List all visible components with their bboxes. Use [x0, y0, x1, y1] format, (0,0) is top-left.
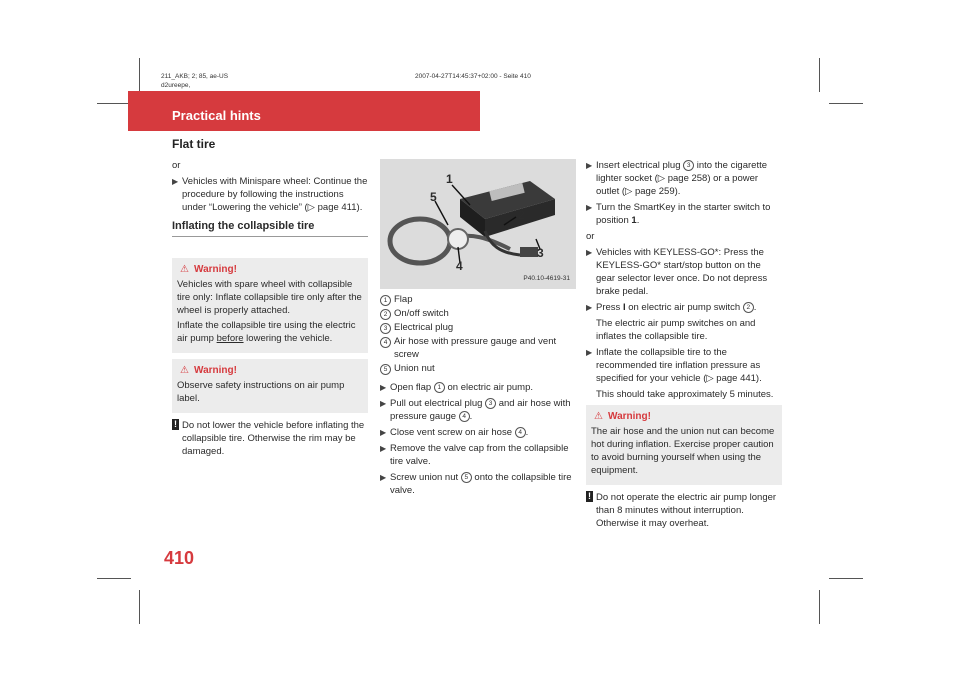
number-badge: 3: [683, 160, 694, 171]
warning-triangle-icon: ⚠: [594, 411, 603, 422]
arrow-right-icon: ▶: [586, 348, 593, 357]
warning-triangle-icon: ⚠: [180, 365, 189, 376]
print-metadata-right: 2007-04-27T14:45:37+02:00 - Seite 410: [415, 73, 531, 80]
warning-triangle-icon: ⚠: [180, 264, 189, 275]
crop-mark: [819, 58, 820, 92]
step-item: ▶ Remove the valve cap from the collapsible tire valve.: [380, 443, 569, 467]
legend-text: Flap: [394, 294, 413, 305]
number-badge: 1: [380, 295, 391, 306]
arrow-right-icon: ▶: [586, 248, 593, 257]
step-result: The electric air pump switches on and inflates the collapsible tire.: [596, 318, 756, 342]
callout-1: 1: [446, 172, 453, 186]
warning-title-text: Warning!: [194, 264, 237, 275]
step-item: ▶ Pull out electrical plug 3 and air hose with pressure gauge 4 .: [380, 398, 571, 422]
air-pump-figure: [380, 159, 576, 289]
column-3: [586, 159, 782, 533]
number-badge: 4: [380, 337, 391, 348]
warning-body: Observe safety instructions on air pump label.: [177, 380, 345, 404]
warning-title: [591, 410, 777, 423]
number-badge: 5: [380, 364, 391, 375]
section-title: Practical hints: [172, 108, 261, 123]
column-1: [172, 159, 368, 239]
legend-text: Electrical plug: [394, 322, 454, 333]
number-badge: 2: [380, 309, 391, 320]
crop-mark: [139, 58, 140, 92]
step-item: ▶ Inflate the collapsible tire to the recommended tire inflation pressure as specified for your vehicle (▷ page 441).: [586, 347, 762, 384]
warning-body: [177, 319, 363, 345]
note-text: Do not operate the electric air pump longer than 8 minutes without interruption. Otherwise it may overheat.: [596, 492, 777, 529]
legend-item: [380, 335, 576, 361]
number-badge: 3: [380, 323, 391, 334]
warning-emphasis: before: [216, 333, 244, 344]
air-pump-illustration: [380, 159, 576, 289]
exclamation-icon: !: [174, 419, 177, 429]
figure-code: P40.10-4619-31: [523, 275, 570, 282]
warning-box: [586, 405, 782, 485]
note-item: [172, 419, 368, 458]
callout-2: 2: [518, 208, 525, 222]
crop-mark: [829, 103, 863, 104]
crop-mark: [97, 103, 131, 104]
number-badge: 3: [485, 398, 496, 409]
callout-3: 3: [537, 246, 544, 260]
number-badge: 2: [743, 302, 754, 313]
legend-item: [380, 307, 576, 320]
arrow-right-icon: ▶: [172, 177, 179, 186]
warnings-column: [172, 254, 368, 461]
arrow-right-icon: ▶: [380, 444, 387, 453]
warning-body: Vehicles with spare wheel with collapsible tire only: Inflate collapsible tire only after the wheel is properly attached.: [177, 279, 362, 316]
note-item: [586, 491, 782, 530]
crop-mark: [139, 590, 140, 624]
warning-title: [177, 364, 363, 377]
step-text: Vehicles with Minispare wheel: Continue the procedure by following the instructions under “Lowering the vehicle” (▷ page 411).: [182, 176, 368, 213]
number-badge: 4: [459, 411, 470, 422]
step-item: ▶ Vehicles with KEYLESS-GO*: Press the KEYLESS-GO* start/stop button on the gear selector lever once. Do not depress brake pedal.: [586, 247, 768, 297]
step-item: ▶ Turn the SmartKey in the starter switch to position 1.: [586, 202, 771, 226]
step-item: ▶ Screw union nut 5 onto the collapsible tire valve.: [380, 472, 572, 496]
number-badge: 4: [515, 427, 526, 438]
legend-text: Union nut: [394, 363, 435, 374]
or-text: or: [586, 231, 595, 242]
warning-title: [177, 263, 363, 276]
step-result: This should take approximately 5 minutes.: [596, 389, 774, 400]
page-number: 410: [163, 548, 194, 568]
legend-text: On/off switch: [394, 308, 449, 319]
number-badge: 1: [434, 382, 445, 393]
arrow-right-icon: ▶: [586, 203, 593, 212]
crop-mark: [819, 590, 820, 624]
arrow-right-icon: ▶: [380, 473, 387, 482]
legend-item: [380, 293, 576, 306]
column-2: [380, 159, 576, 500]
legend-item: [380, 362, 576, 375]
arrow-right-icon: ▶: [380, 383, 387, 392]
arrow-right-icon: ▶: [380, 399, 387, 408]
arrow-right-icon: ▶: [586, 161, 593, 170]
legend-item: [380, 321, 576, 334]
step-item: [172, 175, 368, 214]
warning-box: [172, 359, 368, 413]
warning-title-text: Warning!: [194, 365, 237, 376]
number-badge: 5: [461, 472, 472, 483]
warning-title-text: Warning!: [608, 411, 651, 422]
subsection-title: Flat tire: [172, 137, 216, 151]
or-text: or: [172, 160, 181, 171]
print-metadata: [161, 72, 531, 90]
arrow-right-icon: ▶: [380, 428, 387, 437]
print-metadata-left: 211_AKB; 2; 85, ae-US d2ureepe,: [161, 73, 229, 89]
warning-text: lowering the vehicle.: [243, 333, 333, 344]
warning-text: Inflate the collapsible tire using the electric air pump: [177, 320, 356, 344]
step-item: ▶ Press I on electric air pump switch 2 .: [586, 302, 757, 313]
callout-4: 4: [456, 259, 463, 273]
step-item: ▶ Close vent screw on air hose 4 .: [380, 427, 529, 438]
crop-mark: [97, 578, 131, 579]
exclamation-icon: !: [588, 491, 591, 501]
callout-5: 5: [430, 190, 437, 204]
note-text: Do not lower the vehicle before inflating the collapsible tire. Otherwise the rim may be damaged.: [182, 420, 365, 457]
warning-body: The air hose and the union nut can become hot during inflation. Exercise proper caution to avoid burning yourself when using the equipment.: [591, 426, 775, 476]
warning-box: [172, 258, 368, 353]
crop-mark: [829, 578, 863, 579]
arrow-right-icon: ▶: [586, 303, 593, 312]
step-item: ▶ Insert electrical plug 3 into the cigarette lighter socket (▷ page 258) or a power outlet (▷ page 259).: [586, 160, 768, 197]
step-item: ▶ Open flap 1 on electric air pump.: [380, 382, 534, 393]
legend-text: Air hose with pressure gauge and vent screw: [394, 336, 557, 360]
subheading: Inflating the collapsible tire: [172, 220, 368, 237]
